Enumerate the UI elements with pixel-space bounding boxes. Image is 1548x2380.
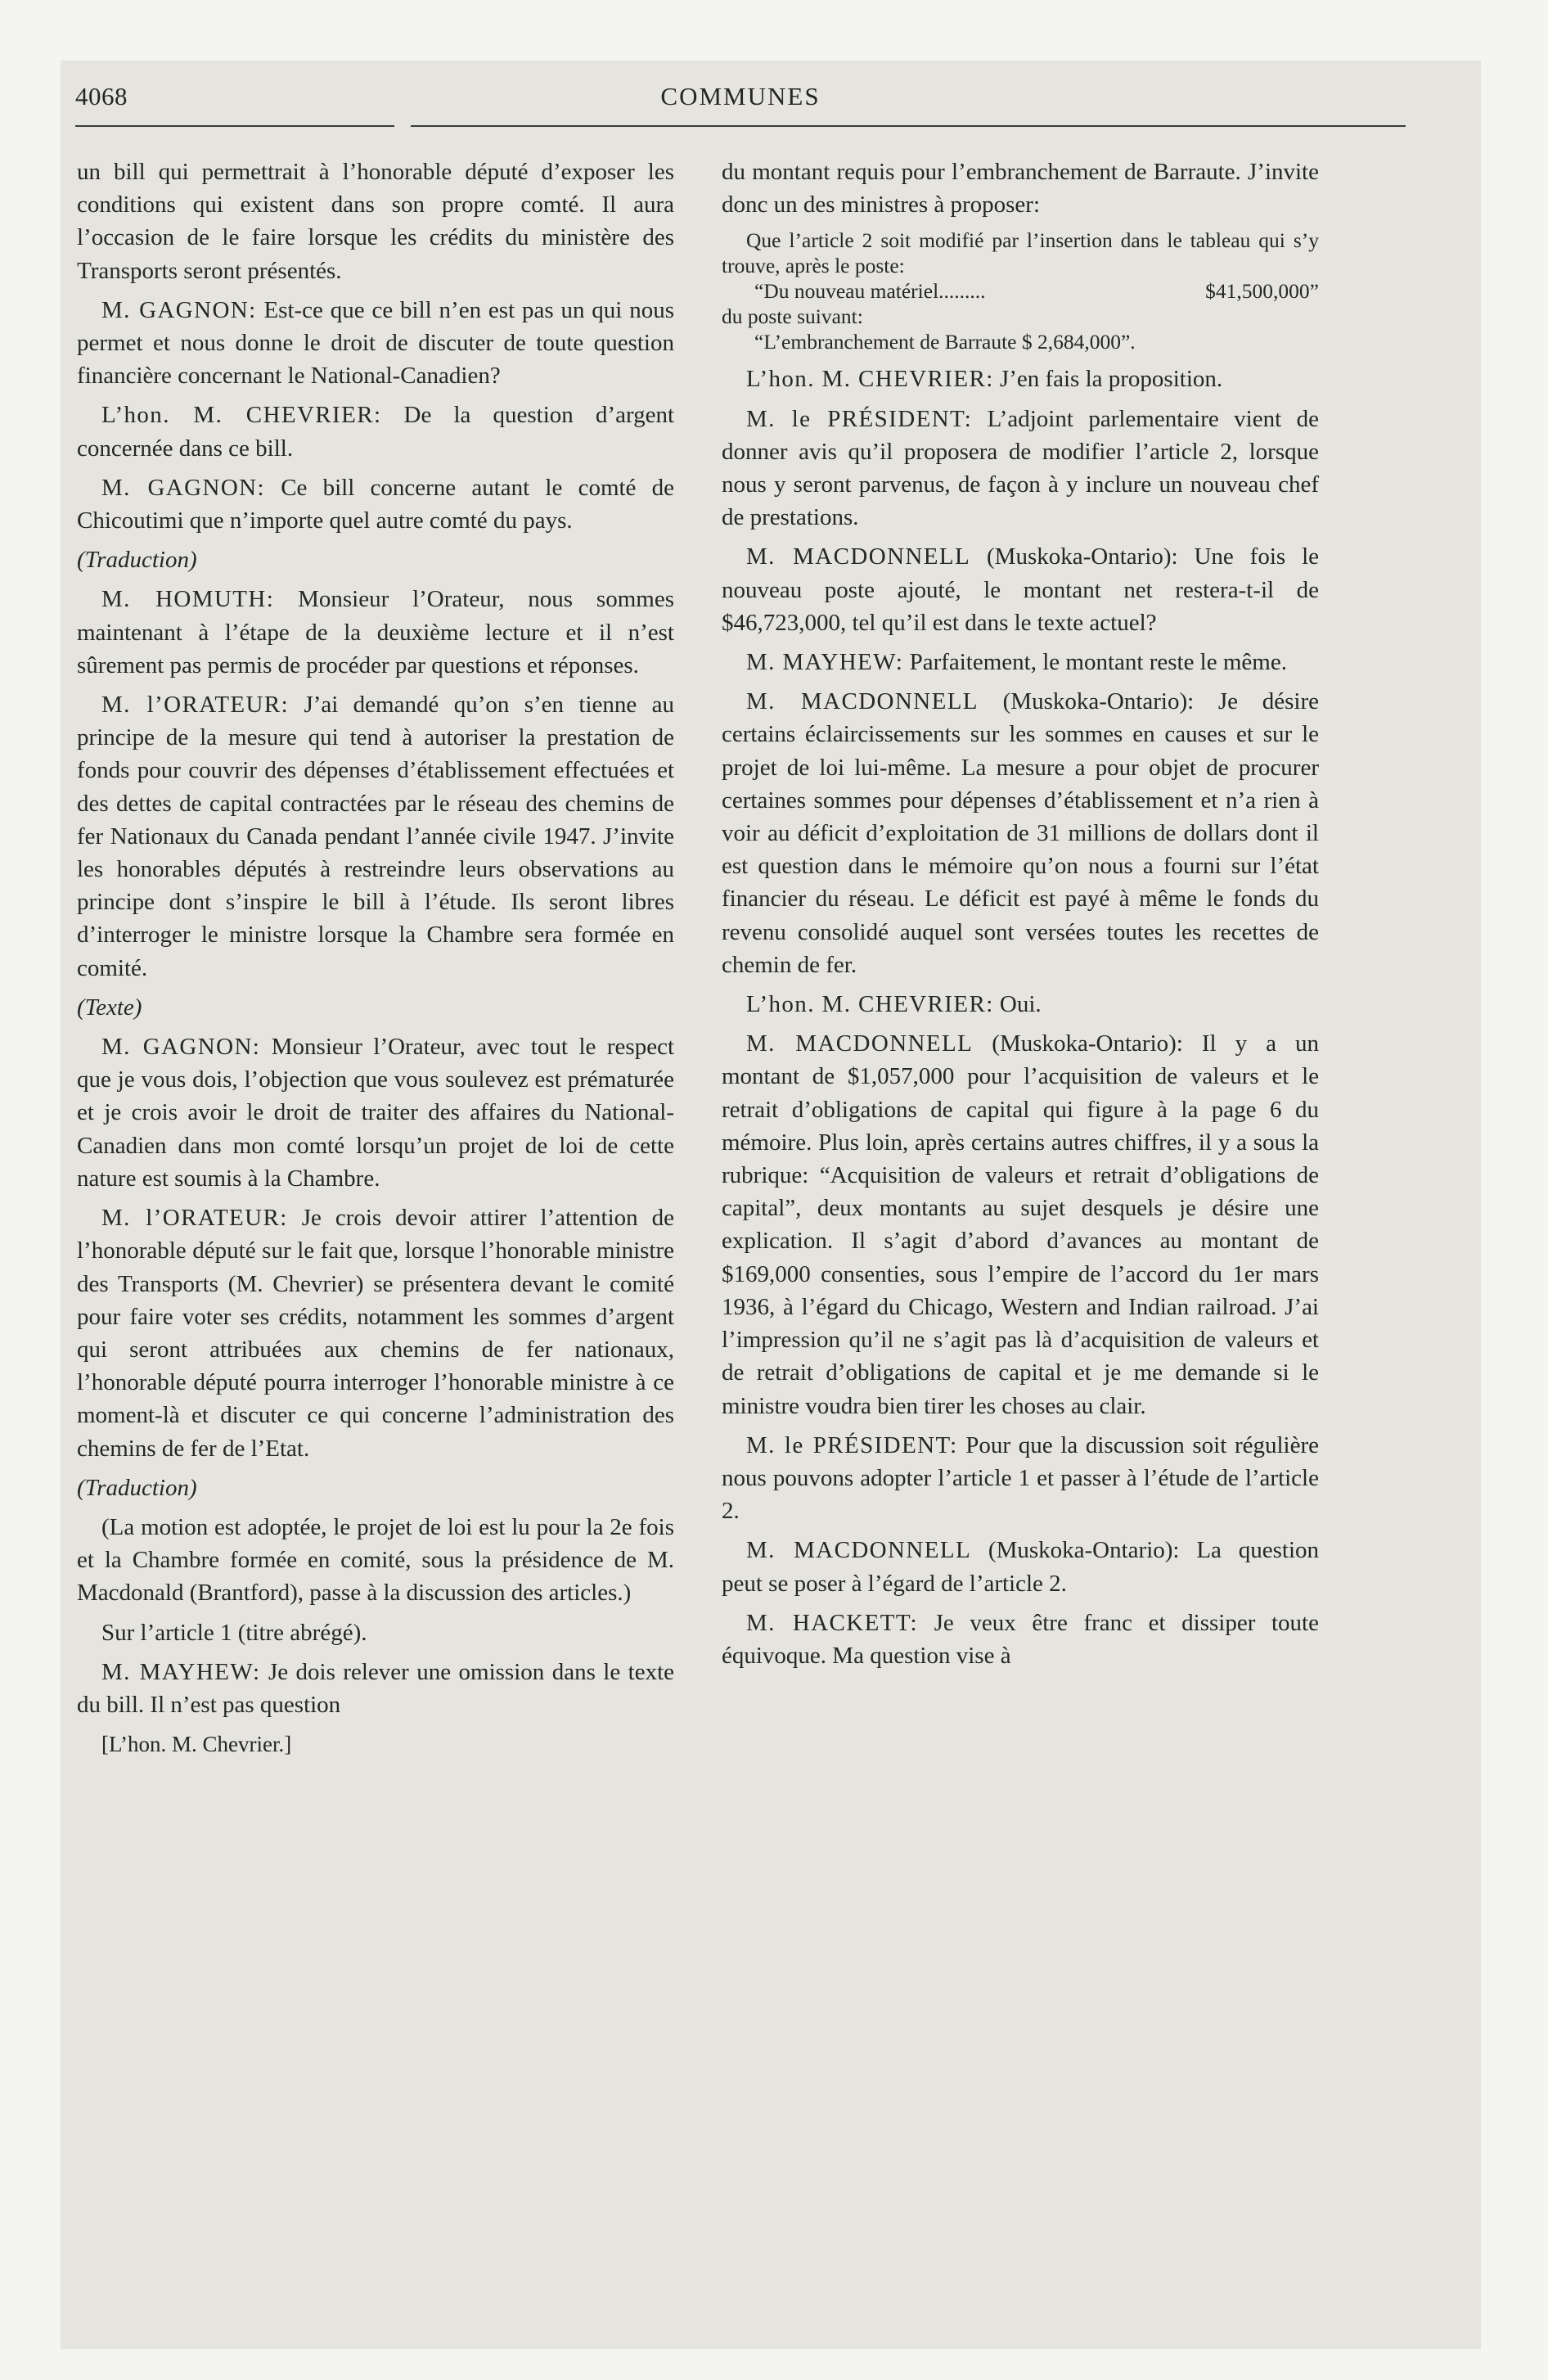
quote-line: “L’embranchement de Barraute $ 2,684,000”. (754, 330, 1136, 354)
speaker-name: L’hon. M. CHEVRIER: (101, 402, 382, 429)
speaker-name: M. l’ORATEUR: (101, 692, 290, 719)
speaker-name: M. l’ORATEUR: (101, 1205, 288, 1232)
left-column (77, 156, 674, 1767)
section-tag: (Traduction) (77, 547, 197, 574)
speaker-name: M. MACDONNELL (746, 1030, 974, 1057)
speaker-riding: (Muskoka-Ontario): (992, 1030, 1183, 1057)
paragraph: M. GAGNON: Monsieur l’Orateur, avec tout le respect que je vous dois, l’objection que vous soulevez est prématurée et je crois avoir le droit de traiter des affaires du National-Canadien dans mon comté lorsqu’un projet de loi de cette nature est soumis à la Chambre. (77, 1034, 675, 1192)
paragraph: M. MACDONNELL (Muskoka-Ontario): La question peut se poser à l’égard de l’article 2. (722, 1537, 1320, 1597)
speaker-riding: (Muskoka-Ontario): (987, 543, 1178, 570)
paragraph: Sur l’article 1 (titre abrégé). (101, 1619, 367, 1646)
paragraph: M. MAYHEW: Parfaitement, le montant reste le même. (746, 649, 1287, 676)
speaker-name: M. GAGNON: (101, 1034, 261, 1061)
header-rule-right (411, 125, 1406, 127)
speaker-name: M. HACKETT: (746, 1609, 918, 1636)
section-tag: (Texte) (77, 994, 142, 1021)
paragraph: L’hon. M. CHEVRIER: Oui. (746, 991, 1042, 1018)
amendment-quote: Que l’article 2 soit modifié par l’insertion dans le tableau qui s’y trouve, après le poste: “Du nouveau matériel......... $41,500,000” du poste suivant: “L’embranchement de Barraute $ 2,684,000”. (722, 228, 1319, 354)
paragraph: M. MAYHEW: Je dois relever une omission dans le texte du bill. Il n’est pas question (77, 1658, 675, 1718)
quote-line: du poste suivant: (722, 304, 863, 329)
paragraph: L’hon. M. CHEVRIER: J’en fais la proposition. (746, 366, 1223, 393)
speaker-name: L’hon. M. CHEVRIER: (746, 366, 994, 393)
paragraph: M. l’ORATEUR: Je crois devoir attirer l’attention de l’honorable député sur le fait que, lorsque l’honorable ministre des Transports (M. Chevrier) se présentera devant le comité pour faire voter ses crédits, notamment les sommes d’argent qui seront attribuées aux chemins de fer nationaux, l’honorable député pourra interroger l’honorable ministre à ce moment-là et discuter ce qui concerne l’administration des chemins de fer de l’Etat. (77, 1205, 674, 1462)
speaker-name: M. MACDONNELL (746, 1537, 972, 1564)
right-column (722, 156, 1319, 1679)
speaker-name: M. le PRÉSIDENT: (746, 1431, 958, 1458)
paragraph: M. l’ORATEUR: J’ai demandé qu’on s’en tienne au principe de la mesure qui tend à autoriser la prestation de fonds pour couvrir des dépenses d’établissement effectuées et des dettes de capital contractées par le réseau des chemins de fer Nationaux du Canada pendant l’année civile 1947. J’invite les honorables députés à restreindre leurs observations au principe dont s’inspire le bill à l’étude. Ils seront libres d’interroger le ministre lorsque la Chambre sera formée en comité. (77, 692, 674, 981)
paragraph: M. GAGNON: Est-ce que ce bill n’en est pas un qui nous permet et nous donne le droit de discuter de toute question financière concernant le National-Canadien? (77, 296, 674, 390)
paragraph: un bill qui permettrait à l’honorable député d’exposer les conditions qui existent dans son propre comté. Il aura l’occasion de le faire lorsque les crédits du ministère des Transports seront présentés. (77, 159, 674, 284)
paragraph: M. GAGNON: Ce bill concerne autant le comté de Chicoutimi que n’importe quel autre comté du pays. (77, 474, 675, 534)
page-number: 4068 (75, 82, 128, 110)
paragraph: M. HOMUTH: Monsieur l’Orateur, nous sommes maintenant à l’étape de la deuxième lecture et il n’est sûrement pas permis de procéder par questions et réponses. (77, 586, 674, 678)
speaker-name: M. MACDONNELL (746, 688, 979, 715)
speaker-name: L’hon. M. CHEVRIER: (746, 991, 994, 1018)
speaker-name: M. HOMUTH: (101, 586, 275, 613)
speaker-riding: (Muskoka-Ontario): (988, 1537, 1180, 1564)
paragraph: M. le PRÉSIDENT: L’adjoint parlementaire vient de donner avis qu’il proposera de modifier l’article 2, lorsque nous y seront parvenus, de façon à y inclure un nouveau chef de prestations. (722, 405, 1319, 531)
page-footer: [L’hon. M. Chevrier.] (101, 1732, 292, 1757)
speaker-name: M. GAGNON: (101, 296, 257, 323)
section-tag: (Traduction) (77, 1474, 197, 1501)
page-header (75, 82, 1406, 129)
running-title: COMMUNES (660, 82, 821, 110)
paragraph: M. le PRÉSIDENT: Pour que la discussion soit régulière nous pouvons adopter l’article 1 et passer à l’étude de l’article 2. (722, 1431, 1320, 1525)
quote-line: “Du nouveau matériel......... $41,500,000” (754, 279, 1319, 304)
paragraph: L’hon. M. CHEVRIER: De la question d’argent concernée dans ce bill. (77, 402, 675, 462)
speaker-name: M. MAYHEW: (101, 1658, 261, 1685)
paragraph: M. MACDONNELL (Muskoka-Ontario): Je désire certains éclaircissements sur les sommes en causes et sur le projet de loi lui-même. La mesure a pour objet de procurer certaines sommes pour dépenses d’établissement et n’a rien à voir au déficit d’exploitation de 31 millions de dollars dont il est question dans le mémoire qu’on nous a fourni sur l’état financier du réseau. Le déficit est payé à même le fonds du revenu consolidé auquel sont versées toutes les recettes de chemin de fer. (722, 688, 1319, 978)
speaker-name: M. MAYHEW: (746, 649, 904, 676)
paragraph: M. HACKETT: Je veux être franc et dissiper toute équivoque. Ma question vise à (722, 1609, 1319, 1669)
paragraph: (La motion est adoptée, le projet de loi est lu pour la 2e fois et la Chambre formée en comité, sous la présidence de M. Macdonald (Brantford), passe à la discussion des articles.) (77, 1513, 674, 1607)
speaker-name: M. GAGNON: (101, 474, 265, 501)
speaker-riding: (Muskoka-Ontario): (1002, 688, 1195, 715)
paragraph: M. MACDONNELL (Muskoka-Ontario): Il y a un montant de $1,057,000 pour l’acquisition de valeurs et le retrait d’obligations de capital qui figure à la page 6 du mémoire. Plus loin, après certains autres chiffres, il y a sous la rubrique: “Acquisition de valeurs et retrait d’obligations de capital”, deux montants au sujet desquels je désire une explication. Il s’agit d’abord d’avances au montant de $169,000 consenties, sous l’empire de l’accord du 1er mars 1936, à l’égard du Chicago, Western and Indian railroad. J’ai l’impression qu’il ne s’agit pas là d’acquisition de valeurs et de retrait d’obligations de capital et je me demande si le ministre voudra bien tirer les choses au clair. (722, 1030, 1320, 1419)
speaker-name: M. MACDONNELL (746, 543, 971, 570)
paragraph: du montant requis pour l’embranchement de Barraute. J’invite donc un des ministres à proposer: (722, 159, 1319, 219)
header-rule-left (75, 125, 394, 127)
paragraph: M. MACDONNELL (Muskoka-Ontario): Une fois le nouveau poste ajouté, le montant net restera-t-il de $46,723,000, tel qu’il est dans le texte actuel? (722, 543, 1319, 636)
speaker-name: M. le PRÉSIDENT: (746, 405, 973, 432)
